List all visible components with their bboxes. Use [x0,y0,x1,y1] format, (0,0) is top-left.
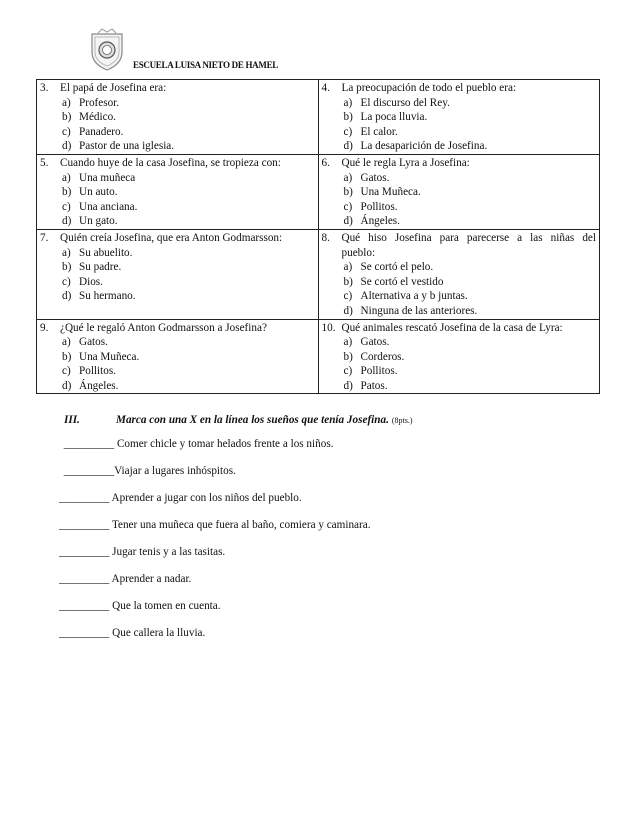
answer-option [40,379,315,394]
option-letter: a) [343,171,353,184]
option-text: Su hermano. [79,290,136,303]
question-cell [37,80,319,155]
answer-option [322,110,597,125]
option-letter: c) [62,275,71,288]
question-stem [322,231,597,246]
question-cell [318,80,600,155]
section-instruction: Marca con una X en la línea los sueños que tenía Josefina. [116,414,389,426]
answer-option [40,214,315,229]
option-text: Ángeles. [79,379,119,392]
option-letter: b) [62,350,72,363]
answer-option [322,350,597,365]
answer-option [322,96,597,111]
question-cell [37,319,319,394]
answer-option [40,171,315,186]
option-text: Un gato. [79,215,118,228]
answer-option [40,364,315,379]
question-text: Qué animales rescató Josefina de la casa de Lyra: [341,321,563,334]
option-text: Médico. [79,111,116,124]
option-text: Gatos. [79,336,108,349]
option-text: Una Muñeca. [79,350,140,363]
answer-option [40,200,315,215]
question-text-continued: pueblo: [341,246,376,259]
question-text: El papá de Josefina era: [60,82,167,94]
option-letter: d) [62,215,72,228]
option-text: Patos. [360,379,388,392]
option-text: Se cortó el pelo. [360,261,434,274]
answer-option [40,125,315,140]
option-text: Su abuelito. [79,246,133,259]
option-text: Pollitos. [360,200,398,213]
option-letter: d) [62,290,72,303]
option-text: Gatos. [360,171,390,184]
answer-option [322,275,597,290]
option-letter: c) [343,125,353,138]
option-text: Ninguna de las anteriores. [360,304,478,317]
option-text: Alternativa a y b juntas. [360,290,468,303]
answer-option [322,304,597,319]
option-letter: c) [62,125,71,138]
questions-table [36,79,600,394]
option-letter: c) [343,200,353,213]
answer-option [322,185,597,200]
question-text: Qué le regla Lyra a Josefina: [341,156,470,169]
answer-option [40,335,315,350]
option-letter: a) [343,261,353,274]
option-letter: b) [62,186,72,199]
option-text: Corderos. [360,350,405,363]
option-text: La desaparición de Josefina. [360,140,488,153]
dream-line: _________ Comer chicle y tomar helados frente a los niños. [61,438,334,450]
question-number: 8. [321,231,330,244]
option-letter: a) [62,96,71,109]
dream-line: _________ Que la tomen en cuenta. [59,600,221,612]
question-cell [318,154,600,229]
answer-option [40,289,315,304]
question-number: 4. [321,82,330,94]
answer-option [322,171,597,186]
dream-line: _________ Aprender a nadar. [59,573,192,585]
answer-option [322,364,597,379]
option-letter: d) [62,379,72,392]
question-row [37,319,600,394]
dream-line: _________ Aprender a jugar con los niños del pueblo. [59,492,302,504]
question-text: ¿Qué le regaló Anton Godmarsson a Josefina? [60,321,267,334]
option-letter: d) [343,215,353,228]
answer-option [322,125,597,140]
question-cell [318,229,600,319]
option-letter: b) [343,186,353,199]
option-letter: c) [343,290,353,303]
option-text: El calor. [360,125,398,138]
answer-option [322,214,597,229]
question-number: 10. [321,321,336,334]
answer-option [40,185,315,200]
question-text: Qué hiso Josefina para parecerse a las niñas del [341,231,596,244]
option-letter: c) [62,365,71,378]
question-text: La preocupación de todo el pueblo era: [341,82,517,94]
option-text: Ángeles. [360,215,400,228]
option-text: La poca lluvia. [360,111,428,124]
question-cell [37,154,319,229]
option-letter: b) [343,111,353,124]
question-stem [40,231,315,246]
question-row [37,154,600,229]
answer-option [322,379,597,394]
section-number: III. [64,414,80,426]
question-stem [322,156,597,171]
option-letter: c) [62,200,71,213]
answer-option [40,275,315,290]
question-text: Cuando huye de la casa Josefina, se tropieza con: [60,156,281,169]
answer-option [322,289,597,304]
option-text: Pastor de una iglesia. [79,140,175,153]
option-text: Se cortó el vestido [360,275,444,288]
answer-option [40,96,315,111]
question-number: 5. [40,156,49,169]
question-row [37,229,600,319]
option-text: Un auto. [79,186,118,199]
option-letter: c) [343,365,353,378]
answer-option [322,335,597,350]
answer-option [40,350,315,365]
option-letter: a) [343,336,353,349]
question-stem [322,81,597,96]
option-text: Dios. [79,275,103,288]
answer-option [40,139,315,154]
option-text: Su padre. [79,261,122,274]
answer-option [322,260,597,275]
option-text: Profesor. [79,96,120,109]
option-letter: b) [343,350,353,363]
question-number: 3. [40,82,49,94]
option-letter: d) [62,140,72,153]
option-letter: b) [62,111,72,124]
question-stem [40,321,315,336]
option-text: Una anciana. [79,200,138,213]
option-letter: a) [62,336,71,349]
section-three-heading [64,414,413,426]
option-letter: d) [343,304,353,317]
question-number: 6. [321,156,330,169]
option-text: El discurso del Rey. [360,96,450,109]
option-letter: a) [343,96,353,109]
option-text: Gatos. [360,336,390,349]
question-cell [37,229,319,319]
option-text: Una muñeca [79,171,136,184]
option-letter: b) [62,261,72,274]
school-name: ESCUELA LUISA NIETO DE HAMEL [133,60,278,70]
question-stem [40,81,315,96]
dream-line: _________ Jugar tenis y a las tasitas. [59,546,226,558]
dream-line: _________ Tener una muñeca que fuera al baño, comiera y caminara. [59,519,371,531]
option-text: Una Muñeca. [360,186,421,199]
question-text: Quién creía Josefina, que era Anton Godmarsson: [60,231,283,244]
question-stem [322,321,597,336]
option-letter: b) [343,275,353,288]
question-stem [40,156,315,171]
answer-option [40,246,315,261]
section-points: (8pts.) [391,416,413,425]
answer-option [40,260,315,275]
option-letter: d) [343,379,353,392]
option-letter: d) [343,140,353,153]
dream-line: _________Viajar a lugares inhóspitos. [61,465,236,477]
dream-line: _________ Que callera la lluvia. [59,627,206,639]
question-cell [318,319,600,394]
question-row [37,80,600,155]
answer-option [322,139,597,154]
question-number: 7. [40,231,49,244]
option-letter: a) [62,171,71,184]
page-header [0,0,638,80]
question-number: 9. [40,321,49,334]
option-text: Pollitos. [360,365,398,378]
option-text: Pollitos. [79,365,116,378]
option-letter: a) [62,246,71,259]
answer-option [322,200,597,215]
answer-option [40,110,315,125]
option-text: Panadero. [79,125,124,138]
school-crest-icon [86,28,128,72]
